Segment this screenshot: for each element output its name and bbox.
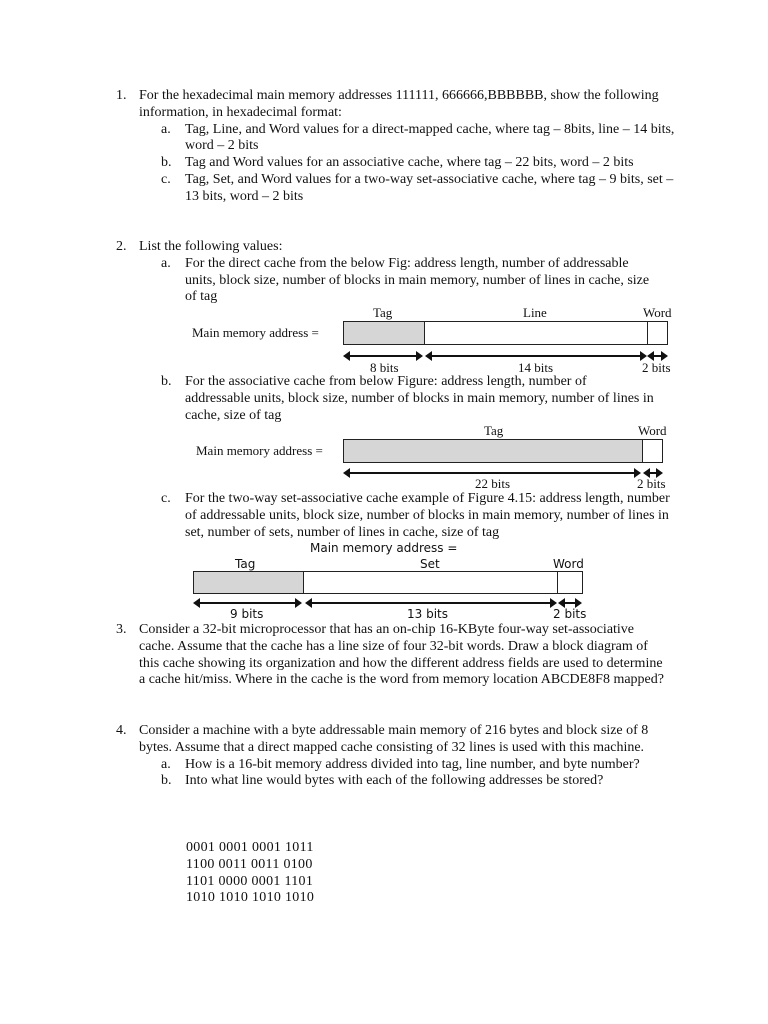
sub-letter: a. — [161, 756, 171, 772]
tag-header: Tag — [235, 557, 256, 571]
sub-letter: b. — [161, 155, 172, 171]
main-memory-address-label: Main memory address = — [192, 325, 319, 340]
address-item: 1100 0011 0011 0100 — [186, 856, 313, 872]
arrowhead-icon — [305, 598, 312, 608]
tag-header: Tag — [373, 305, 393, 320]
line-bits-label: 14 bits — [518, 360, 554, 375]
main-memory-address-label: Main memory address = — [196, 443, 323, 458]
question-3 — [116, 622, 671, 689]
tag-field — [343, 321, 425, 345]
sub-item — [139, 374, 655, 424]
associative-address-diagram — [190, 423, 680, 491]
arrowhead-icon — [425, 351, 432, 361]
sub-item — [139, 172, 676, 206]
tag-bits-label: 8 bits — [370, 360, 399, 375]
sub-text: Tag, Line, and Word values for a direct-mapped cache, where tag – 8bits, line – 14 bits, word – 2 bits — [185, 121, 675, 154]
sub-text: Tag and Word values for an associative cache, where tag – 22 bits, word – 2 bits — [185, 155, 634, 171]
sub-item — [139, 256, 655, 306]
sub-letter: a. — [161, 121, 171, 137]
set-header: Set — [420, 557, 440, 571]
question-number: 4. — [116, 723, 127, 738]
tag-width-arrow — [345, 472, 639, 474]
address-list — [186, 840, 486, 907]
arrowhead-icon — [416, 351, 423, 361]
sub-item — [139, 491, 675, 541]
word-width-arrow — [560, 602, 580, 604]
address-item: 0001 0001 0001 1011 — [186, 840, 314, 855]
arrowhead-icon — [343, 468, 350, 478]
sub-item — [139, 757, 645, 774]
sub-item — [139, 773, 676, 790]
tag-bits-label: 9 bits — [230, 607, 264, 621]
main-memory-address-label: Main memory address = — [310, 541, 458, 555]
word-width-arrow — [649, 355, 666, 357]
line-field — [424, 321, 648, 345]
tag-field — [343, 439, 643, 463]
sub-letter: c. — [161, 171, 171, 187]
question-text: List the following values: — [139, 239, 283, 254]
question-text: Consider a 32-bit microprocessor that has an on-chip 16-KByte four-way set-associative cache. Assume that the cache has a line size of four 32-bit words. Draw a block diagram of this cache showing its organization and how the different address fields are used to determine a cache hit/miss. Where in the cache is the word from memory location ABCDE8F8 mapped? — [139, 622, 664, 688]
question-number: 2. — [116, 239, 127, 254]
word-bits-label: 2 bits — [642, 360, 671, 375]
sub-text: Into what line would bytes with each of the following addresses be stored? — [185, 773, 604, 789]
line-width-arrow — [427, 355, 645, 357]
set-associative-address-diagram — [190, 540, 610, 624]
tag-bits-label: 22 bits — [475, 476, 511, 491]
tag-field — [193, 571, 304, 594]
sub-list — [139, 256, 676, 306]
question-2c — [116, 491, 676, 541]
word-field — [557, 571, 583, 594]
question-1 — [116, 88, 676, 206]
set-field — [303, 571, 558, 594]
question-number: 3. — [116, 622, 127, 637]
word-width-arrow — [645, 472, 661, 474]
sub-letter: c. — [161, 491, 171, 506]
sub-text: For the direct cache from the below Fig: address length, number of addressable units, block size, number of blocks in main memory, number of lines in cache, size of tag — [185, 255, 650, 305]
sub-list — [139, 757, 676, 791]
sub-list — [139, 374, 676, 424]
word-header: Word — [638, 423, 667, 438]
set-width-arrow — [307, 602, 555, 604]
arrowhead-icon — [295, 598, 302, 608]
word-bits-label: 2 bits — [553, 607, 587, 621]
set-bits-label: 13 bits — [407, 607, 448, 621]
sub-text: How is a 16-bit memory address divided into tag, line number, and byte number? — [185, 756, 640, 772]
tag-width-arrow — [345, 355, 421, 357]
sub-letter: a. — [161, 255, 171, 271]
word-header: Word — [643, 305, 672, 320]
question-4 — [116, 723, 676, 790]
question-number: 1. — [116, 88, 127, 103]
word-field — [642, 439, 663, 463]
sub-text: For the associative cache from below Figure: address length, number of addressable units, block size, number of blocks in main memory, number of lines in cache, size of tag — [185, 374, 654, 423]
sub-item — [139, 122, 676, 156]
sub-list — [139, 491, 676, 541]
sub-letter: b. — [161, 374, 172, 389]
sub-letter: b. — [161, 773, 172, 789]
arrowhead-icon — [193, 598, 200, 608]
word-header: Word — [553, 557, 584, 571]
sub-item — [139, 155, 676, 172]
arrowhead-icon — [343, 351, 350, 361]
address-item: 1101 0000 0001 1101 — [186, 873, 314, 889]
question-text: For the hexadecimal main memory addresses 111111, 666666,BBBBBB, show the following information, in hexadecimal format: — [139, 88, 659, 120]
question-2 — [116, 239, 676, 306]
sub-text: For the two-way set-associative cache example of Figure 4.15: address length, number of addressable units, block size, number of blocks in main memory, number of lines in set, number of sets, number of lines in cache, size of tag — [185, 491, 670, 540]
address-item: 1010 1010 1010 1010 — [186, 890, 315, 906]
direct-mapped-address-diagram — [190, 305, 680, 375]
question-2b — [116, 374, 676, 424]
word-bits-label: 2 bits — [637, 476, 666, 491]
word-field — [647, 321, 668, 345]
line-header: Line — [523, 305, 547, 320]
sub-list — [139, 122, 676, 206]
tag-header: Tag — [484, 423, 504, 438]
tag-width-arrow — [195, 602, 300, 604]
sub-text: Tag, Set, and Word values for a two-way set-associative cache, where tag – 9 bits, set – 13 bits, word – 2 bits — [185, 171, 674, 204]
question-text: Consider a machine with a byte addressable main memory of 216 bytes and block size of 8 bytes. Assume that a direct mapped cache consisting of 32 lines is used with this machine. — [139, 723, 649, 755]
